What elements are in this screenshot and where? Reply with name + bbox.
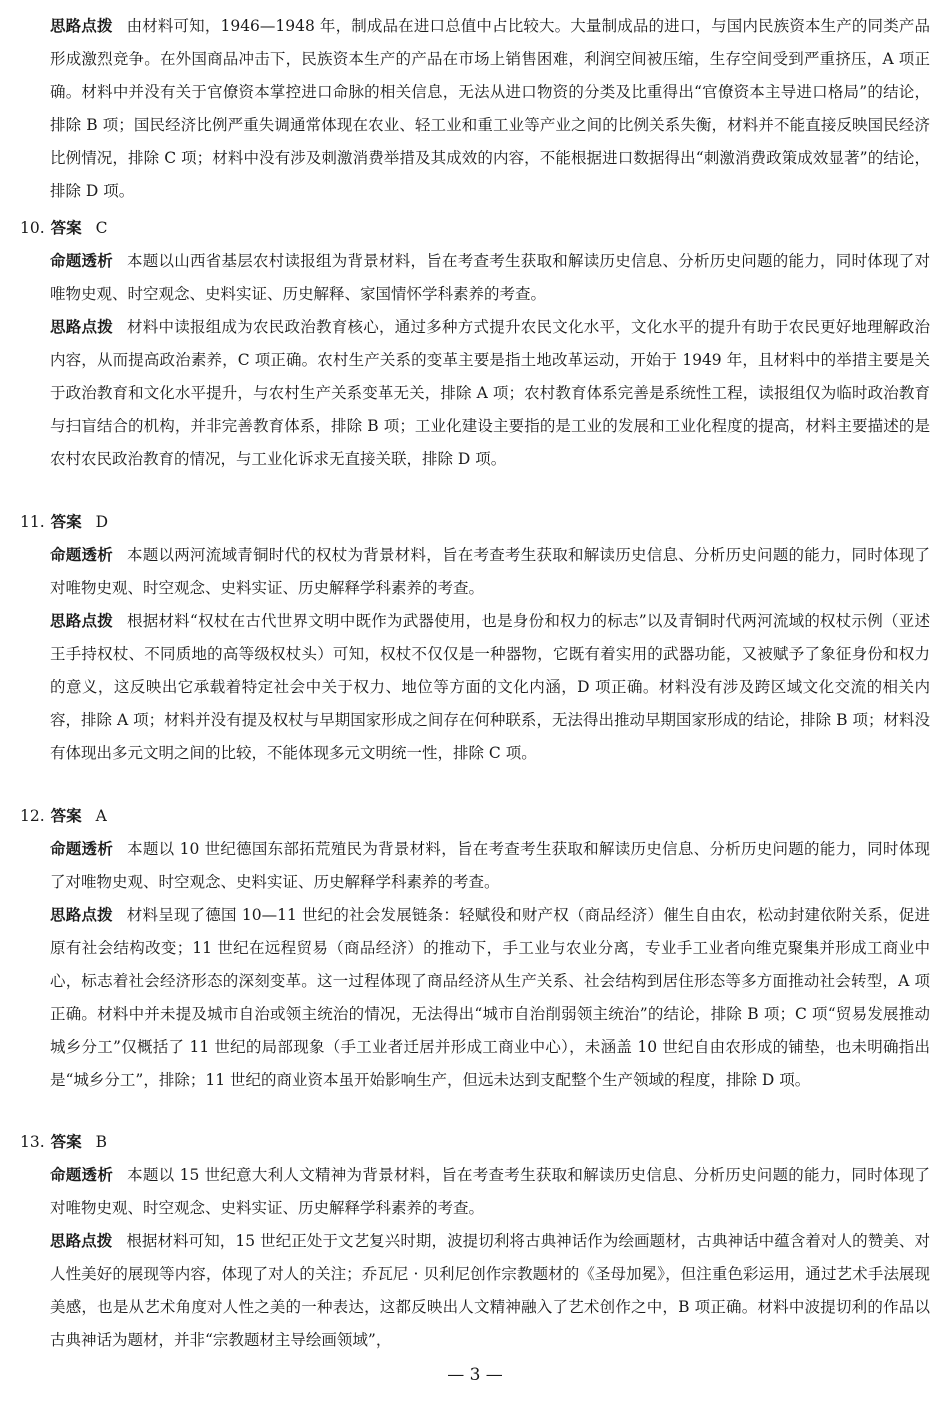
- q10-answer-line: [20, 212, 320, 245]
- q12-answer-line: [20, 800, 320, 833]
- q9-analysis-paragraph: [50, 10, 930, 208]
- q10-number: 10.: [20, 219, 45, 237]
- answer-label: 答案: [50, 1133, 82, 1151]
- q11-intent-text: 本题以两河流域青铜时代的权杖为背景材料，旨在考查考生获取和解读历史信息、分析历史问题的能力，同时体现了对唯物史观、时空观念、史料实证、历史解释学科素养的考查。: [50, 546, 930, 597]
- intent-label: 命题透析: [50, 252, 113, 270]
- q12-intent-paragraph: [50, 833, 930, 899]
- q10-analysis-paragraph: [50, 311, 930, 476]
- q13-intent-text: 本题以 15 世纪意大利人文精神为背景材料，旨在考查考生获取和解读历史信息、分析历史问题的能力，同时体现了对唯物史观、时空观念、史料实证、历史解释学科素养的考查。: [50, 1166, 930, 1217]
- analysis-label: 思路点拨: [50, 1232, 113, 1250]
- q10-intent-paragraph: [50, 245, 930, 311]
- q12-intent-text: 本题以 10 世纪德国东部拓荒殖民为背景材料，旨在考查考生获取和解读历史信息、分析历史问题的能力，同时体现了对唯物史观、时空观念、史料实证、历史解释学科素养的考查。: [50, 840, 930, 891]
- analysis-label: 思路点拨: [50, 17, 113, 35]
- analysis-label: 思路点拨: [50, 612, 113, 630]
- intent-label: 命题透析: [50, 840, 114, 858]
- q11-intent-paragraph: [50, 539, 930, 605]
- q13-intent-paragraph: [50, 1159, 930, 1225]
- q11-number: 11.: [20, 513, 45, 531]
- q11-analysis-text: 根据材料“权杖在古代世界文明中既作为武器使用，也是身份和权力的标志”以及青铜时代两河流域的权杖示例（亚述王手持权杖、不同质地的高等级权杖头）可知，权杖不仅仅是一种器物，它既有着实用的武器功能，又被赋予了象征身份和权力的意义，这反映出它承载着特定社会中关于权力、地位等方面的文化内涵，D 项正确。材料没有涉及跨区域文化交流的相关内容，排除 A 项；材料并没有提及权杖与早期国家形成之间存在何种联系，无法得出推动早期国家形成的结论，排除 B 项；材料没有体现出多元文明之间的比较，不能体现多元文明统一性，排除 C 项。: [50, 612, 930, 762]
- q13-analysis-paragraph: [50, 1225, 930, 1357]
- q12-number: 12.: [20, 807, 45, 825]
- q10-answer: C: [95, 219, 108, 237]
- q12-analysis-text: 材料呈现了德国 10—11 世纪的社会发展链条：轻赋役和财产权（商品经济）催生自由农，松动封建依附关系，促进原有社会结构改变；11 世纪在远程贸易（商品经济）的推动下，手工业与农业分离，专业手工业者向维克聚集并形成工商业中心，标志着社会经济形态的深刻变革。这一过程体现了商品经济从生产关系、社会结构到居住形态等多方面推动社会转型，A 项正确。材料中并未提及城市自治或领主统治的情况，无法得出“城市自治削弱领主统治”的结论，排除 B 项；C 项“贸易发展推动城乡分工”仅概括了 11 世纪的局部现象（手工业者迁居并形成工商业中心），未涵盖 10 世纪自由农形成的铺垫，也未明确指出是“城乡分工”，排除；11 世纪的商业资本虽开始影响生产，但远未达到支配整个生产领域的程度，排除 D 项。: [50, 906, 930, 1089]
- q10-intent-text: 本题以山西省基层农村读报组为背景材料，旨在考查考生获取和解读历史信息、分析历史问题的能力，同时体现了对唯物史观、时空观念、史料实证、历史解释、家国情怀学科素养的考查。: [50, 252, 930, 303]
- q13-answer-line: [20, 1126, 320, 1159]
- q10-analysis-text: 材料中读报组成为农民政治教育核心，通过多种方式提升农民文化水平，文化水平的提升有助于农民更好地理解政治内容，从而提高政治素养，C 项正确。农村生产关系的变革主要是指土地改革运动，开始于 1949 年，且材料中的举措主要是关于政治教育和文化水平提升，与农村生产关系变革无关，排除 A 项；农村教育体系完善是系统性工程，读报组仅为临时政治教育与扫盲结合的机构，并非完善教育体系，排除 B 项；工业化建设主要指的是工业的发展和工业化程度的提高，材料主要描述的是农村农民政治教育的情况，与工业化诉求无直接关联，排除 D 项。: [50, 318, 930, 468]
- q13-answer: B: [95, 1133, 108, 1151]
- answer-label: 答案: [50, 807, 82, 825]
- page-number: — 3 —: [447, 1365, 503, 1385]
- intent-label: 命题透析: [50, 1166, 114, 1184]
- intent-label: 命题透析: [50, 546, 113, 564]
- q13-analysis-text: 根据材料可知，15 世纪正处于文艺复兴时期，波提切利将古典神话作为绘画题材，古典神话中蕴含着对人的赞美、对人性美好的展现等内容，体现了对人的关注；乔瓦尼 · 贝利尼创作宗教题材的《圣母加冕》，但注重色彩运用，通过艺术手法展现美感，也是从艺术角度对人性之美的一种表达，这都反映出人文精神融入了艺术创作之中，B 项正确。材料中波提切利的作品以古典神话为题材，并非“宗教题材主导绘画领域”，: [50, 1232, 930, 1349]
- analysis-label: 思路点拨: [50, 906, 113, 924]
- q11-answer: D: [95, 513, 109, 531]
- q12-answer: A: [95, 807, 107, 825]
- q12-analysis-paragraph: [50, 899, 930, 1097]
- analysis-label: 思路点拨: [50, 318, 113, 336]
- q11-analysis-paragraph: [50, 605, 930, 770]
- q9-analysis-text: 由材料可知，1946—1948 年，制成品在进口总值中占比较大。大量制成品的进口，与国内民族资本生产的同类产品形成激烈竞争。在外国商品冲击下，民族资本生产的产品在市场上销售困难，利润空间被压缩，生存空间受到严重挤压，A 项正确。材料中并没有关于官僚资本掌控进口命脉的相关信息，无法从进口物资的分类及比重得出“官僚资本主导进口格局”的结论，排除 B 项；国民经济比例严重失调通常体现在农业、轻工业和重工业等产业之间的比例关系失衡，材料并不能直接反映国民经济比例情况，排除 C 项；材料中没有涉及刺激消费举措及其成效的内容，不能根据进口数据得出“刺激消费政策成效显著”的结论，排除 D 项。: [50, 17, 930, 200]
- q11-answer-line: [20, 506, 320, 539]
- q13-number: 13.: [20, 1133, 45, 1151]
- answer-label: 答案: [50, 219, 82, 237]
- answer-label: 答案: [50, 513, 82, 531]
